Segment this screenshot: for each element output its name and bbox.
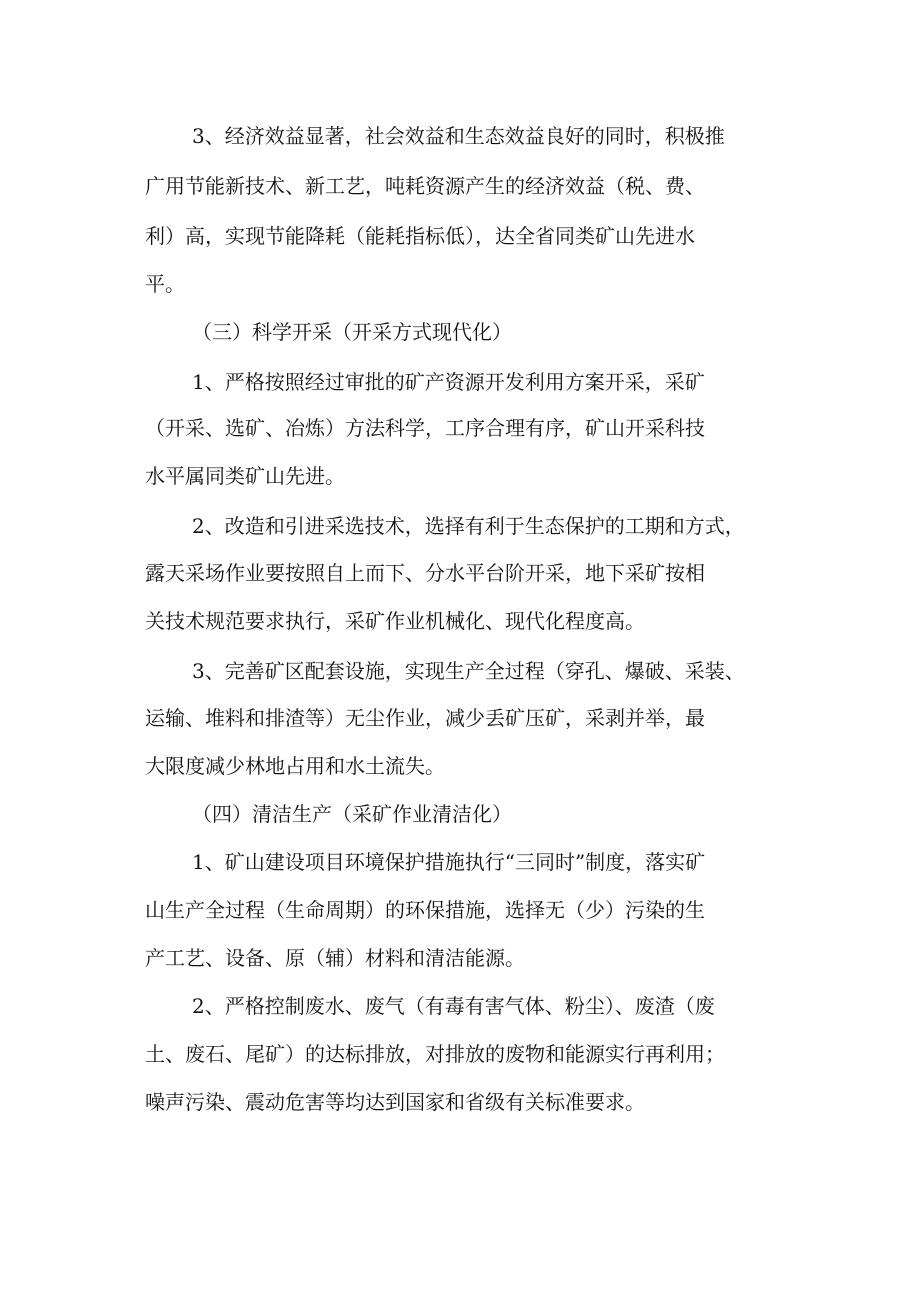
paragraph-3b-line-1: 3、完善矿区配套设施，实现生产全过程（穿孔、爆破、采装、 — [192, 659, 745, 683]
paragraph-1-line-2: （开采、选矿、冶炼）方法科学，工序合理有序，矿山开采科技 — [145, 416, 705, 440]
paragraph-3b-line-3: 大限度减少林地占用和水土流失。 — [145, 754, 445, 778]
paragraph-4-1-line-3: 产工艺、设备、原（辅）材料和清洁能源。 — [145, 946, 525, 970]
paragraph-4-1-line-1: 1、矿山建设项目环境保护措施执行“三同时”制度，落实矿 — [192, 850, 706, 874]
paragraph-3-line-3: 利）高，实现节能降耗（能耗指标低），达全省同类矿山先进水 — [145, 224, 695, 248]
paragraph-3-line-4: 平。 — [145, 272, 185, 296]
paragraph-4-2-line-1: 2、严格控制废水、废气（有毒有害气体、粉尘）、废渣（废 — [192, 994, 715, 1018]
paragraph-3b-line-2: 运输、堆料和排渣等）无尘作业，减少丢矿压矿，采剥并举，最 — [145, 706, 705, 730]
paragraph-1-line-1: 1、严格按照经过审批的矿产资源开发利用方案开采，采矿 — [192, 370, 705, 394]
paragraph-4-2-line-2: 土、废石、尾矿）的达标排放，对排放的废物和能源实行再利用； — [145, 1042, 725, 1066]
section-heading-3: （三）科学开采（开采方式现代化） — [192, 320, 512, 344]
section-heading-4: （四）清洁生产（采矿作业清洁化） — [192, 802, 512, 826]
paragraph-3-line-2: 广用节能新技术、新工艺，吨耗资源产生的经济效益（税、费、 — [145, 174, 705, 198]
paragraph-2-line-1: 2、改造和引进采选技术，选择有利于生态保护的工期和方式， — [192, 514, 745, 538]
paragraph-4-2-line-3: 噪声污染、震动危害等均达到国家和省级有关标准要求。 — [145, 1090, 645, 1114]
paragraph-1-line-3: 水平属同类矿山先进。 — [145, 464, 345, 488]
paragraph-2-line-2: 露天采场作业要按照自上而下、分水平台阶开采，地下采矿按相 — [145, 561, 705, 585]
paragraph-3-line-1: 3、经济效益显著，社会效益和生态效益良好的同时，积极推 — [192, 124, 725, 148]
paragraph-2-line-3: 关技术规范要求执行，采矿作业机械化、现代化程度高。 — [145, 609, 645, 633]
paragraph-4-1-line-2: 山生产全过程（生命周期）的环保措施，选择无（少）污染的生 — [145, 898, 705, 922]
